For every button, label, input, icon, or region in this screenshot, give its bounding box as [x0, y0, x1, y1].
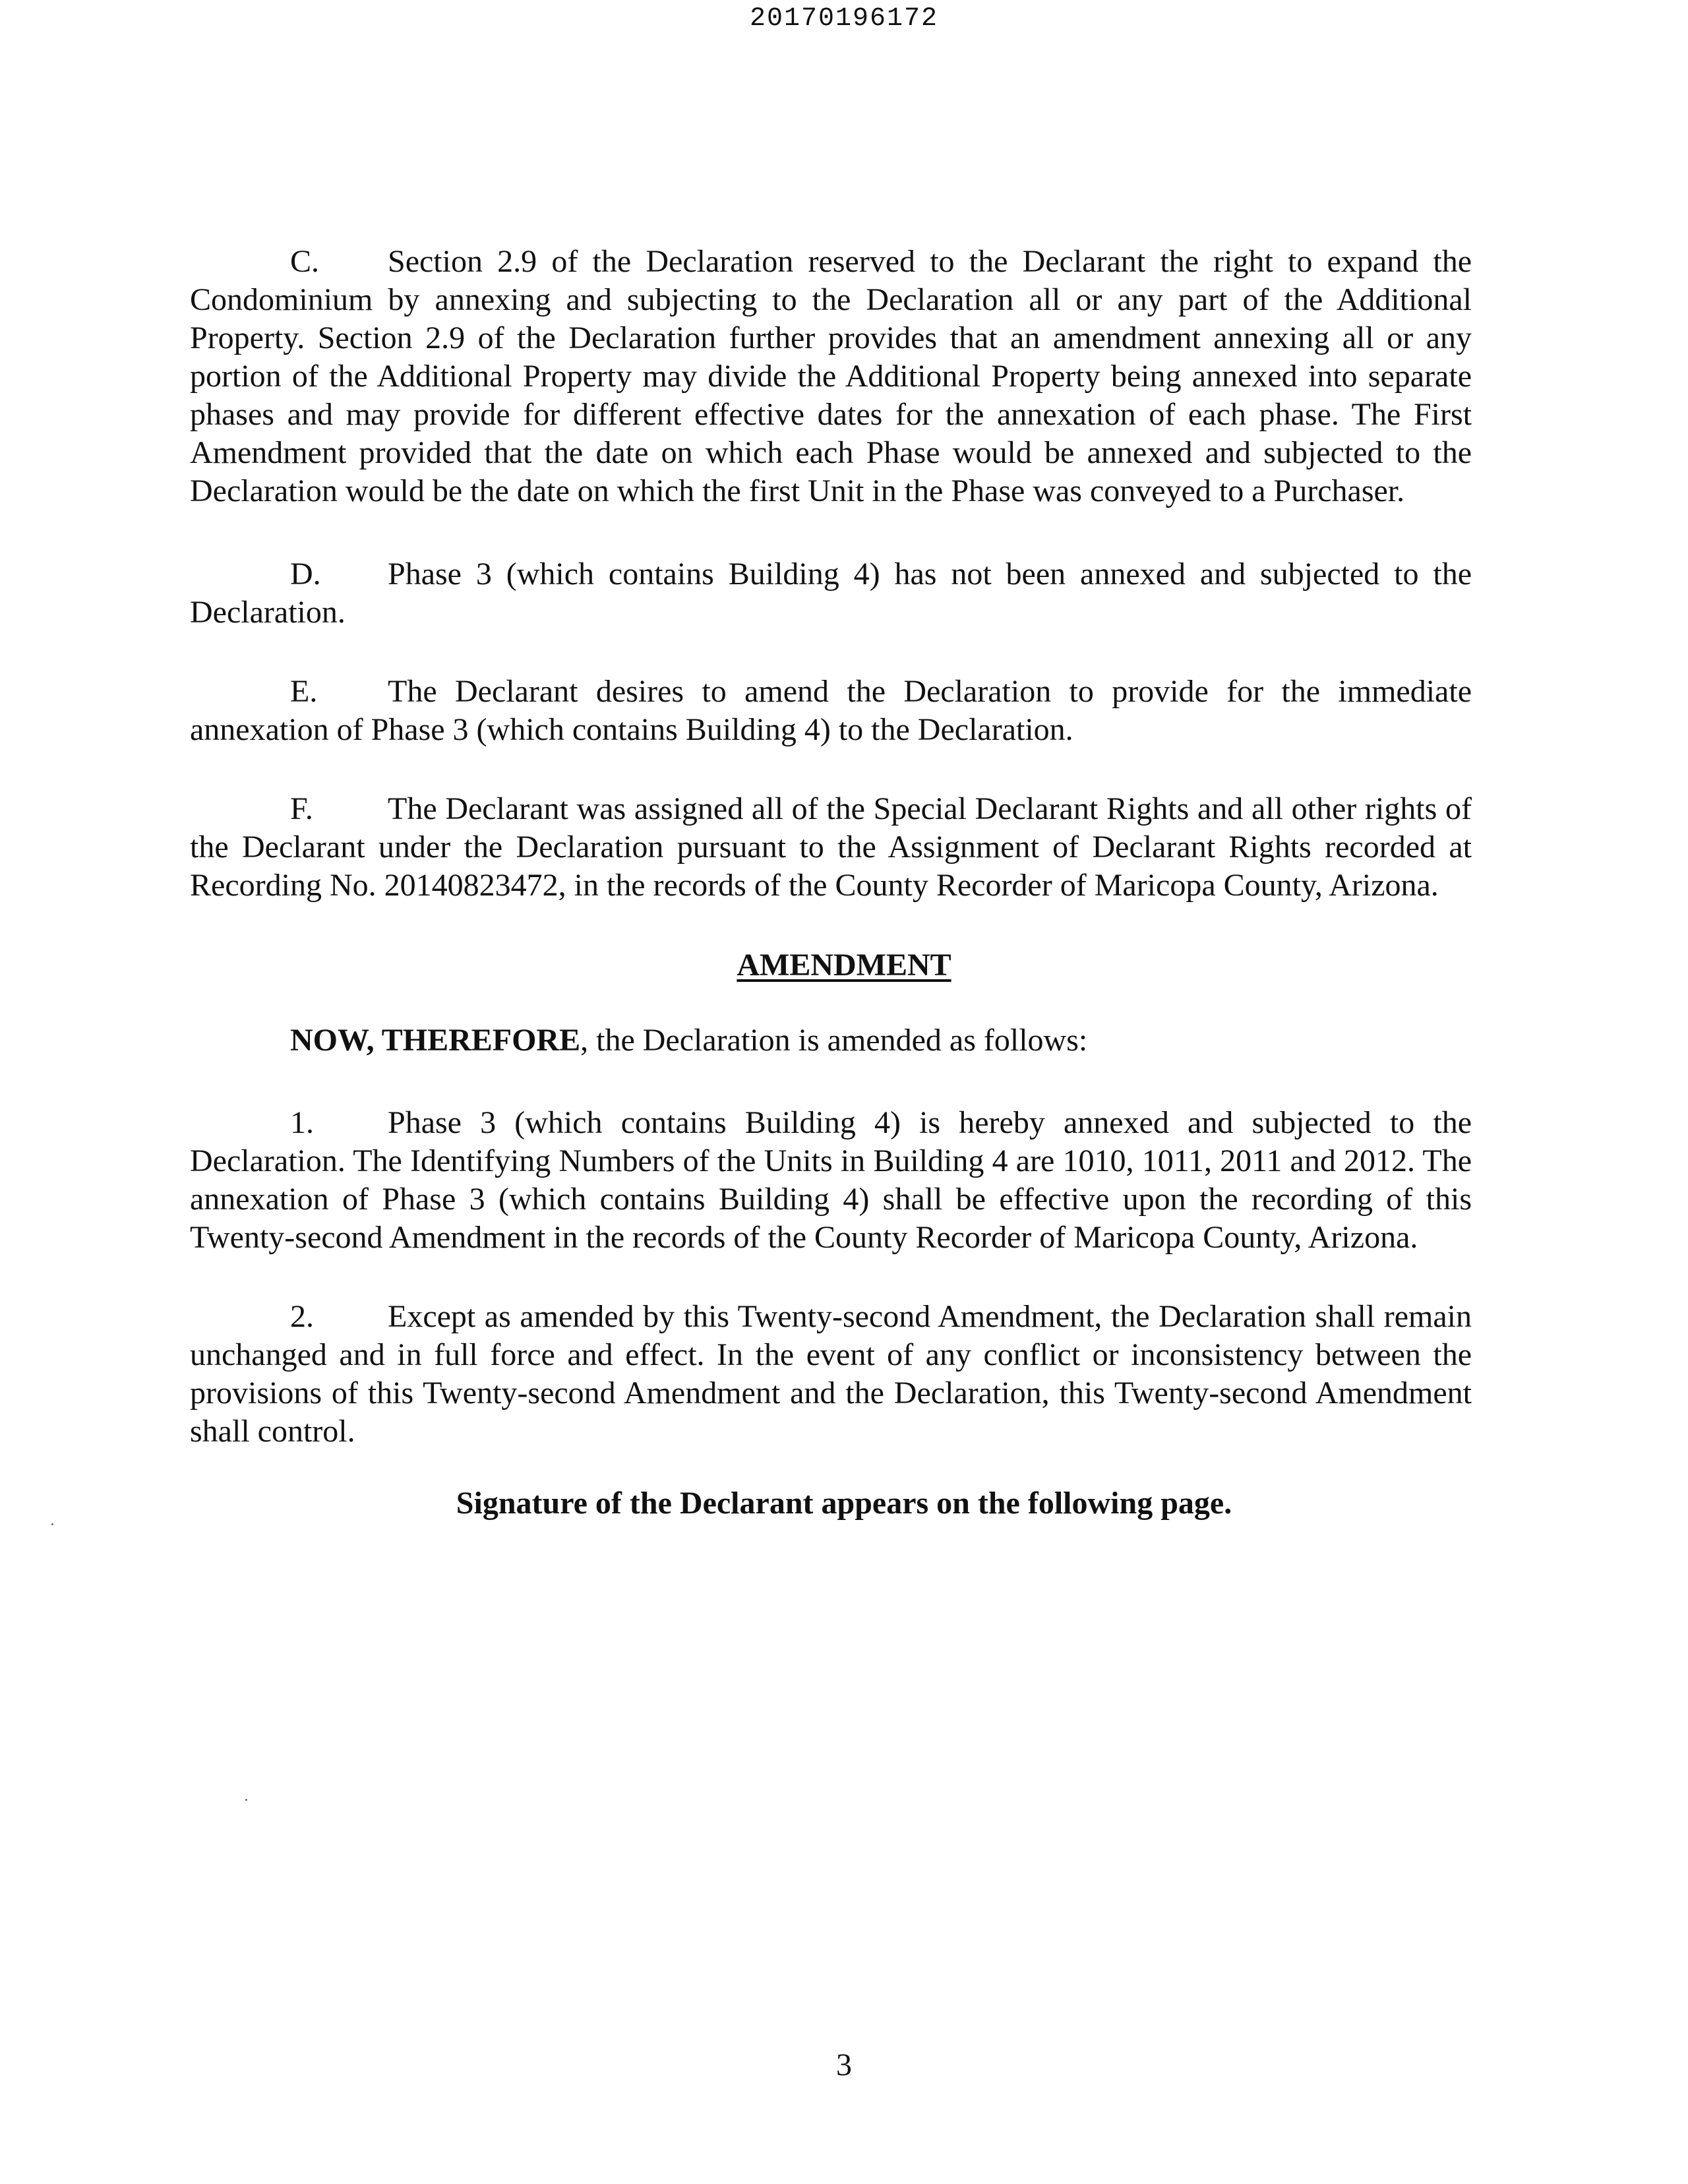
recording-number: 20170196172	[749, 4, 939, 34]
recital-d-label: D.	[290, 557, 321, 592]
amendment-item-1-text: Phase 3 (which contains Building 4) is hereby annexed and subjected to the Declaration. The Identifying Numbers of the Units in Building 4 are 1010, 1011, 2011 and 2012. The annexation of Phase 3 (which contains Building 4) shall be effective upon the recording of this Twenty-second Amendment in the records of the County Recorder of Maricopa County, Arizona.	[190, 1105, 1472, 1255]
recital-e	[190, 673, 1472, 749]
amendment-item-2	[190, 1298, 1472, 1451]
scan-speck	[245, 1799, 247, 1801]
lead-in-bold: NOW, THEREFORE	[290, 1023, 581, 1058]
recital-c-label: C.	[290, 244, 320, 279]
amendment-item-2-label: 2.	[290, 1299, 314, 1334]
recital-d	[190, 555, 1472, 632]
recital-f-label: F.	[290, 791, 313, 826]
recital-f-text: The Declarant was assigned all of the Special Declarant Rights and all other rights of the Declarant under the Declaration pursuant to the Assignment of Declarant Rights recorded at Recording No. 20140823472, in the records of the County Recorder of Maricopa County, Arizona.	[190, 791, 1472, 903]
recital-e-label: E.	[290, 674, 318, 709]
recital-f	[190, 790, 1472, 905]
amendment-item-2-text: Except as amended by this Twenty-second Amendment, the Declaration shall remain unchanged and in full force and effect. In the event of any conflict or inconsistency between the provisions of this Twenty-second Amendment and the Declaration, this Twenty-second Amendment shall control.	[190, 1299, 1472, 1449]
recital-c	[190, 243, 1472, 510]
recital-d-text: Phase 3 (which contains Building 4) has not been annexed and subjected to the Declaration.	[190, 557, 1472, 630]
amendment-item-1	[190, 1104, 1472, 1257]
amendment-lead-in	[290, 1022, 1087, 1058]
recital-c-text: Section 2.9 of the Declaration reserved to the Declarant the right to expand the Condominium by annexing and subjecting to the Declaration all or any part of the Additional Property. Section 2.9 of the Declaration further provides that an amendment annexing all or any portion of the Additional Property may divide the Additional Property being annexed into separate phases and may provide for different effective dates for the annexation of each phase. The First Amendment provided that the date on which each Phase would be annexed and subjected to the Declaration would be the date on which the first Unit in the Phase was conveyed to a Purchaser.	[190, 244, 1472, 508]
lead-in-rest: , the Declaration is amended as follows:	[580, 1023, 1088, 1058]
scan-speck	[51, 1523, 53, 1525]
recital-e-text: The Declarant desires to amend the Declaration to provide for the immediate annexation of Phase 3 (which contains Building 4) to the Declaration.	[190, 674, 1472, 747]
page-number: 3	[836, 2048, 852, 2082]
amendment-heading: AMENDMENT	[737, 948, 951, 983]
amendment-item-1-label: 1.	[290, 1105, 314, 1140]
signature-note: Signature of the Declarant appears on the following page.	[456, 1486, 1232, 1521]
